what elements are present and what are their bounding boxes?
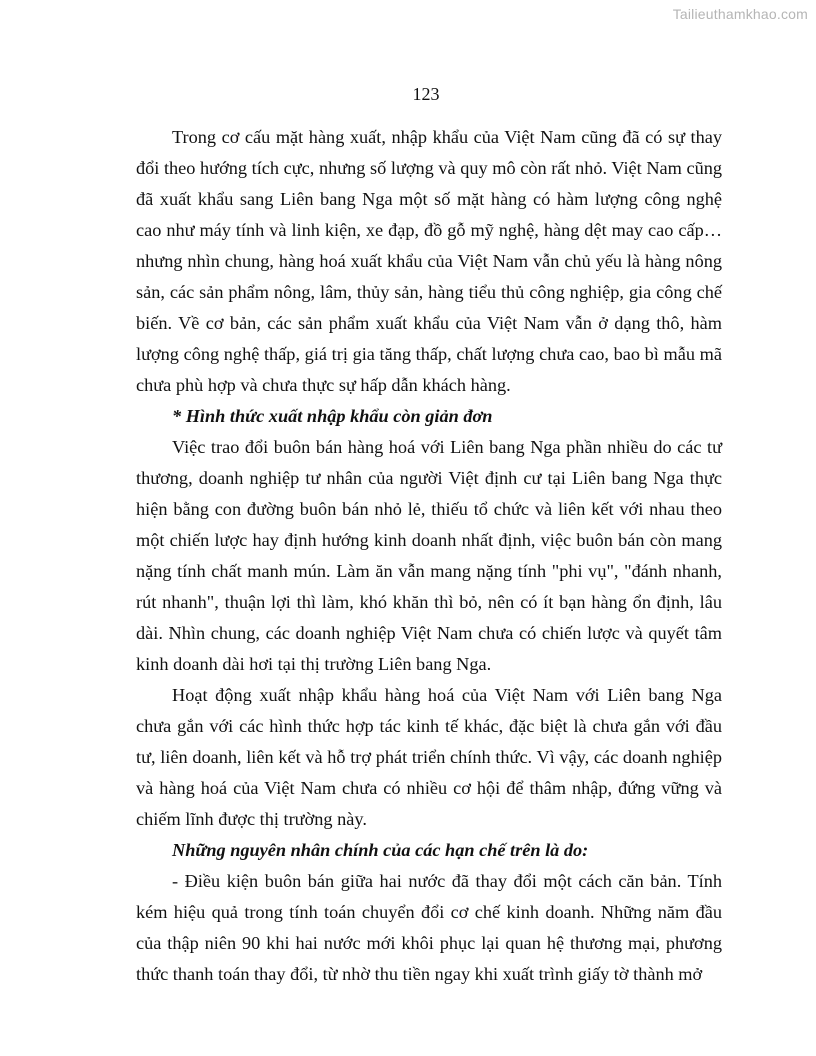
paragraph-causes: - Điều kiện buôn bán giữa hai nước đã thay đổi một cách căn bản. Tính kém hiệu quả trong tính toán chuyển đổi cơ chế kinh doanh. Những năm đầu của thập niên 90 khi hai nước mới khôi phục lại quan hệ thương mại, phương thức thanh toán thay đổi, từ nhờ thu tiền ngay khi xuất trình giấy tờ thành mở (136, 871, 722, 984)
section-heading-trade-forms: * Hình thức xuất nhập khẩu còn giản đơn (172, 406, 493, 426)
page-number: 123 (412, 84, 440, 104)
paragraph-export-structure: Trong cơ cấu mặt hàng xuất, nhập khẩu của Việt Nam cũng đã có sự thay đổi theo hướng tích cực, nhưng số lượng và quy mô còn rất nhỏ. Việt Nam cũng đã xuất khẩu sang Liên bang Nga một số mặt hàng có hàm lượng công nghệ cao như máy tính và linh kiện, xe đạp, đồ gỗ mỹ nghệ, hàng dệt may cao cấp… nhưng nhìn chung, hàng hoá xuất khẩu của Việt Nam vẫn chủ yếu là hàng nông sản, các sản phẩm nông, lâm, thủy sản, hàng tiểu thủ công nghiệp, gia công chế biến. Về cơ bản, các sản phẩm xuất khẩu của Việt Nam vẫn ở dạng thô, hàm lượng công nghệ thấp, giá trị gia tăng thấp, chất lượng chưa cao, bao bì mẫu mã chưa phù hợp và chưa thực sự hấp dẫn khách hàng. (136, 127, 722, 395)
page-body (136, 122, 722, 990)
watermark: Tailieuthamkhao.com (672, 6, 808, 22)
paragraph-cooperation: Hoạt động xuất nhập khẩu hàng hoá của Việt Nam với Liên bang Nga chưa gắn với các hình thức hợp tác kinh tế khác, đặc biệt là chưa gắn với đầu tư, liên doanh, liên kết và hỗ trợ phát triển chính thức. Vì vậy, các doanh nghiệp và hàng hoá của Việt Nam chưa có nhiều cơ hội để thâm nhập, đứng vững và chiếm lĩnh được thị trường này. (136, 685, 722, 829)
paragraph-trade-forms: Việc trao đổi buôn bán hàng hoá với Liên bang Nga phần nhiều do các tư thương, doanh nghiệp tư nhân của người Việt định cư tại Liên bang Nga thực hiện bằng con đường buôn bán nhỏ lẻ, thiếu tổ chức và liên kết với nhau theo một chiến lược hay định hướng kinh doanh nhất định, việc buôn bán còn mang nặng tính chất manh mún. Làm ăn vẫn mang nặng tính "phi vụ", "đánh nhanh, rút nhanh", thuận lợi thì làm, khó khăn thì bỏ, nên có ít bạn hàng ổn định, lâu dài. Nhìn chung, các doanh nghiệp Việt Nam chưa có chiến lược và quyết tâm kinh doanh dài hơi tại thị trường Liên bang Nga. (136, 437, 722, 674)
section-heading-causes: Những nguyên nhân chính của các hạn chế trên là do: (172, 840, 589, 860)
